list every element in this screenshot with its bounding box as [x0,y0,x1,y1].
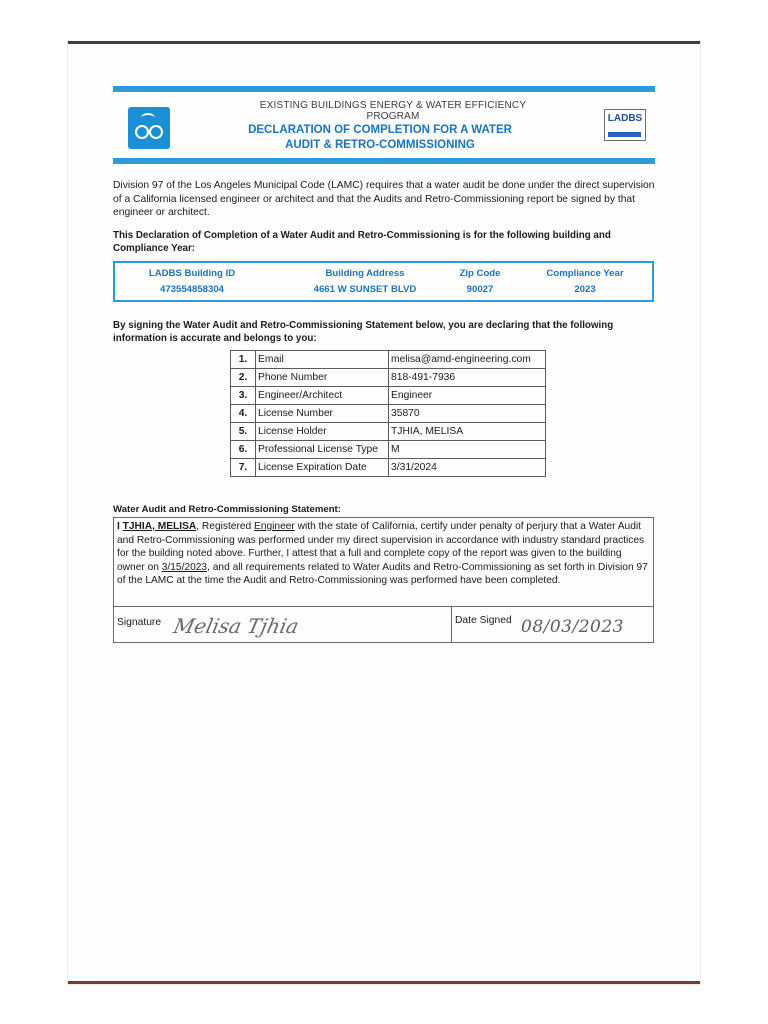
building-address-label: Building Address [325,268,405,279]
ladbs-logo-text: LADBS [607,113,643,124]
statement-date-given: 3/15/2023 [161,561,208,573]
building-address-value: 4661 W SUNSET BLVD [313,284,417,295]
header-rule-top [113,86,655,92]
building-id-column [127,266,257,298]
page-bottom-edge [68,981,700,984]
building-id-value: 473554858304 [159,284,225,295]
date-signed-label: Date Signed [455,615,512,626]
table-row [231,351,546,369]
row-number: 3. [231,387,256,405]
row-number: 2. [231,369,256,387]
row-label: Email [256,351,389,369]
row-number: 4. [231,405,256,423]
date-signed-value: 08/03/2023 [521,617,624,637]
row-label: Professional License Type [256,441,389,459]
row-label: License Holder [256,423,389,441]
signature-divider [451,607,452,643]
handwritten-signature: Melisa Tjhia [171,614,301,638]
declaration-intro: This Declaration of Completion of a Water Audit and Retro-Commissioning is for the following building and Compliance Year: [113,230,611,254]
row-number: 6. [231,441,256,459]
signing-intro: By signing the Water Audit and Retro-Commissioning Statement below, you are declaring that the following information is accurate and belongs to you: [113,320,614,344]
table-row [231,459,546,477]
building-address-column [285,266,445,298]
statement-role: Engineer [254,521,295,532]
row-value: M [389,441,546,459]
row-label: License Expiration Date [256,459,389,477]
table-row [231,441,546,459]
statement-heading: Water Audit and Retro-Commissioning Statement: [113,504,341,515]
signature-row [114,606,653,643]
compliance-year-label: Compliance Year [546,268,624,279]
intro-paragraph: Division 97 of the Los Angeles Municipal Code (LAMC) requires that a water audit be done under the direct supervision of a California licensed engineer or architect and that the Audits and Retro-Commissioning report be signed by that engineer or architect. [113,180,655,218]
row-value: 3/31/2024 [389,459,546,477]
table-row [231,405,546,423]
building-id-label: LADBS Building ID [148,268,236,279]
water-program-logo-icon [128,107,170,149]
ladbs-logo [604,109,646,141]
table-row [231,369,546,387]
statement-box [113,517,654,643]
row-value: 818-491-7936 [389,369,546,387]
signature-label: Signature [117,617,162,628]
zip-code-label: Zip Code [459,268,501,279]
compliance-year-column [525,266,645,298]
zip-code-column [435,266,525,298]
page-top-edge [68,41,700,44]
statement-text [117,520,652,588]
row-number: 7. [231,459,256,477]
table-row [231,387,546,405]
statement-part-3: , and all requirements related to Water Audits and Retro-Commissioning as set forth in Division 97 of the LAMC at the time the Audit and Retro-Commissioning was performed have been completed. [117,561,648,587]
row-number: 5. [231,423,256,441]
row-label: License Number [256,405,389,423]
row-value: 35870 [389,405,546,423]
row-value: TJHIA, MELISA [389,423,546,441]
row-value: melisa@amd-engineering.com [389,351,546,369]
statement-part-2: with the state of California, certify under penalty of perjury that a Water Audit and Retro-Commissioning was performed under my direct supervision in accordance with industry standard practices for the building noted above. Further, I attest that a full and complete copy of the report was given to the building owner on [117,521,645,573]
statement-name: TJHIA, MELISA [122,521,197,532]
row-value: Engineer [389,387,546,405]
row-number: 1. [231,351,256,369]
row-label: Phone Number [256,369,389,387]
row-label: Engineer/Architect [256,387,389,405]
statement-prefix: I [117,521,123,532]
statement-part-1: , Registered [196,521,255,532]
document-title [215,123,545,153]
program-name: EXISTING BUILDINGS ENERGY & WATER EFFICIENCY PROGRAM [259,100,527,122]
title-line-1: DECLARATION OF COMPLETION FOR A WATER [248,124,512,136]
compliance-year-value: 2023 [574,284,596,295]
table-row [231,423,546,441]
title-line-2: AUDIT & RETRO-COMMISSIONING [285,139,475,151]
building-info-box [113,261,654,302]
license-info-table [230,350,546,477]
header-rule-bottom [113,158,655,164]
zip-code-value: 90027 [466,284,494,295]
